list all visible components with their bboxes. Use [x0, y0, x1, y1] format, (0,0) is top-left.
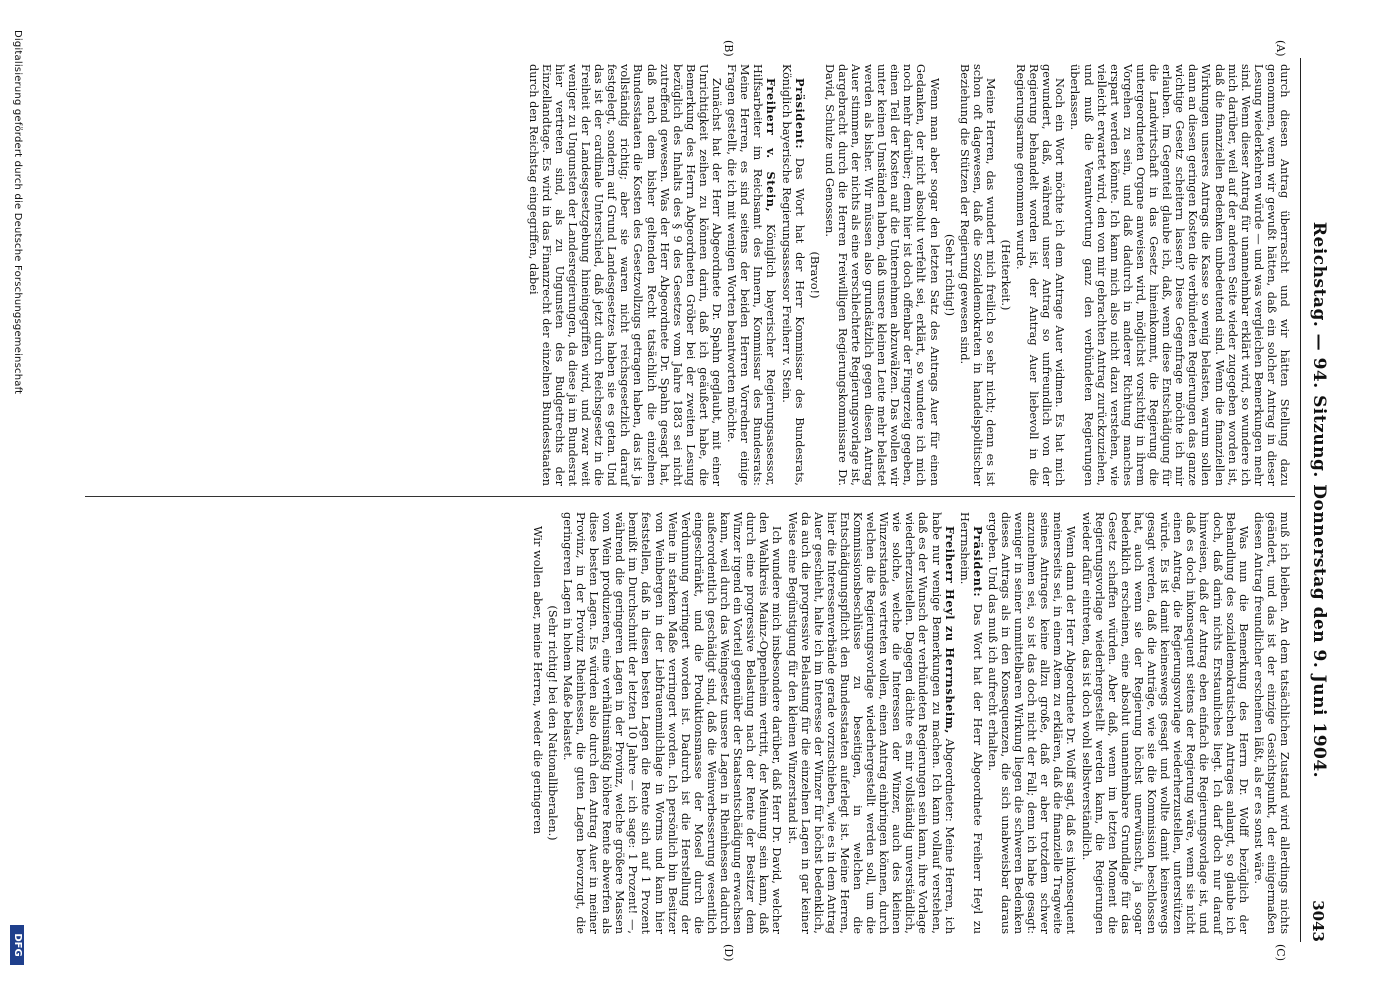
header-rule: [1300, 58, 1301, 942]
paragraph: [725, 64, 777, 486]
speaker-name: Freiherr Heyl zu Herrnsheim,: [942, 526, 957, 734]
digitization-credit: Digitalisierung gefördert durch die Deutsche Forschungsgemeinschaft: [12, 30, 23, 395]
page-header: [1301, 58, 1329, 942]
page-number: 3043: [1309, 900, 1327, 942]
paragraph: muß ich bleiben. An dem tatsächlichen Zustand wird allerdings nichts geändert, und das ist der einzige Gesichtspunkt, der einigermaßen diesen Antrag freundlicher erscheinen läßt, als er es sonst wäre.: [1251, 512, 1291, 934]
column-divider: [85, 496, 1295, 497]
paragraph: Zunächst hat der Herr Abgeordnete Dr. Spahn geglaubt, mit einer Unrichtigkeit zeihen zu können darin, daß ich geäußert habe, die Bemerkung des Herrn Abgeordneten Gröber bei der zweiten Lesung bezüglich des Inhalts des § 9 des Gesetzes vom Jahre 1883 sei nicht zutreffend gewesen. Was der Herr Abgeordnete Dr. Spahn gesagt hat, daß nach dem bisher geltenden Recht tatsächlich die einzelnen Bundesstaaten die Kosten des Gesetzvollzugs getragen haben, das ist ja vollständig richtig; aber sie waren nicht reichsgesetzlich darauf festgelegt, sondern auf Grund Landesgesetzes haben sie es getan. Und das ist der cardinale Unterschied, daß jetzt durch Reichsgesetz in die Freiheit der Landesgesetzgebung hineingegriffen wird, und zwar weit weniger zu Ungunsten der Landesregierungen, da diese ja im Bundesrat hier vertreten sind, als zu Ungunsten des Budgetrechts der Einzellandtage. Es wird in das Finanzrecht der einzelnen Bundesstaaten durch den Reichstag eingegriffen, dabei: [526, 64, 724, 486]
paragraph: Noch ein Wort möchte ich dem Antrage Auer widmen. Es hat mich gewundert, daß, während unser Antrag so unfreundlich von der Regierung behandelt worden ist, der Antrag Auer liebevoll in die Regierungsarme genommen wurde.: [1014, 64, 1067, 486]
paragraph: Meine Herren, das wundert mich freilich so sehr nicht; denn es ist schon oft dagewesen, daß die Sozialdemokraten in handelspolitischer Beziehung die Stützen der Regierung gewesen sind.: [957, 64, 997, 486]
right-column: [529, 512, 1291, 934]
paragraph: Wenn man aber sogar den letzten Satz des Antrags Auer für einen Gedanken, der nicht absolut verfehlt sei, erklärt, so wundere ich mich noch mehr darüber; denn hier ist doch offenbar der Fingerzeig gegeben, einen Teil der Kosten auf die Unternehmen abzuwälzen. Das wollen wir unter keinen Umständen haben, daß unsere kleinen Leute mehr belastet werden als bisher. Wir müssen also grundsätzlich gegen diesen Antrag Auer stimmen, der nichts als eine verschlechterte Regierungsvorlage ist, dargebracht durch die Herren Freiwilligen Regierungskommissare Dr. David, Schulze und Genossen.: [822, 64, 941, 486]
interjection: (Sehr richtig! bei den Nationalliberalen.): [545, 605, 559, 841]
speaker-name: Freiherr v. Stein,: [764, 78, 779, 213]
dfg-logo: DFG: [10, 925, 24, 965]
paragraph-text: Das Wort hat der Herr Kommissar des Bundesrats, Königlich bayerische Regierungsassessor Freiherr v. Stein.: [779, 64, 806, 486]
paragraph: Was nun die Bemerkung des Herrn Dr. Wolff bezüglich der Behandlung des sozialdemokratischen Antrages anlangt, so glaube ich doch, daß darin nichts Erstaunliches liegt. Ich darf doch nur darauf hinweisen, daß der Antrag eben einfach die Regierungsvorlage ist, und daß es doch inkonsequent seitens der Regierung wäre, wenn sie nicht einen Antrag, die Regierungsvorlage wiederherzustellen, unterstützen würde. Es ist damit keineswegs gesagt und wollte damit keineswegs gesagt werden, daß die Anträge, wie sie die Kommission beschlossen hat, auch wenn sie der Regierung höchst unerwünscht, ja sogar bedenklich erscheinen, eine absolut unannehmbare Grundlage für das Gesetz schaffen würden. Aber daß, wenn im letzten Moment die Regierungsvorlage wiederhergestellt werden kann, die Regierungen wieder dafür eintreten, das ist doch wohl selbstverständlich.: [1079, 512, 1250, 934]
speaker-name: Präsident:: [970, 526, 985, 598]
interjection: (Heiterkeit.): [999, 239, 1013, 311]
interjection: (Sehr richtig!): [942, 233, 956, 317]
paragraph: [785, 512, 955, 934]
margin-letter-c: (C): [1274, 944, 1287, 961]
paragraph: durch diesen Antrag überrascht und wir hätten Stellung dazu genommen, wenn wir gewußt hätten, daß ein solcher Antrag in dieser Lesung wiederkehren würde — und was vergleichen Bemerkungen mehr sind. Wenn dieser Antrag für unannehmbar erklärt wird, so wundere ich mich darüber, weil auf der anderen Seite wieder zugegeben worden ist, daß die finanziellen Bedenken unbedeutend sind. Wenn die finanziellen Wirkungen unseres Antrags die Kasse so wenig belasten, warum sollen dann an diesen geringen Kosten die verbündeten Regierungen das ganze wichtige Gesetz scheitern lassen? Diese Gegenfrage möchte ich mir erlauben. Im Gegenteil glaube ich, daß, wenn diese Entschädigung für die Landwirtschaft in das Gesetz hineinkommt, die Regierung die untergeordneten Organe anweisen wird, möglichst vorsichtig in ihrem Vorgehen zu sein, und daß dadurch in anderer Richtung manches erspart werden könnte. Ich kann mich also nicht dazu verstehen, wie vielleicht erwartet wird, den von mir gebrachten Antrag zurückzuziehen, und muß die Verantwortung ganz den verbündeten Regierungen überlassen.: [1068, 64, 1291, 486]
paragraph-text: Das Wort hat der Herr Abgeordnete Freiherr Heyl zu Herrnsheim.: [957, 512, 984, 935]
paragraph-text: Königlich bayerischer Regierungsassessor, Hilfsarbeiter im Reichsamt des Innern, Kommissar des Bundesrats: Meine Herren, es sind seitens der beiden Herren Vorredner einige Fragen gestellt, die ich mit wenigen Worten beantworten möchte.: [725, 64, 778, 487]
header-title: Reichstag. — 94. Sitzung. Donnerstag den 9. Juni 1904.: [1309, 221, 1329, 779]
footer: [7, 0, 25, 1000]
paragraph: Wir wollen aber, meine Herren, weder die geringeren: [530, 526, 544, 835]
margin-letter-b: (B): [722, 40, 735, 57]
margin-letter-d: (D): [722, 944, 735, 962]
paragraph: [779, 64, 805, 486]
speaker-name: Präsident:: [792, 78, 807, 150]
paragraph: Ich wundere mich insbesondere darüber, daß Herr Dr. David, welcher den Wahlkreis Mainz-Oppenheim vertritt, der Meinung sein kann, daß durch eine progressive Belastung nach der Rente der Besitzer dem Winzer irgend ein Vorteil gegenüber der Staatsentschädigung erwachsen kann, weil durch das Weingesetz unsere Lagen in Rheinhessen dadurch außerordentlich geschädigt sind, daß die Weinverbesserung wesentlich eingeschränkt, und die Produktionsmasse der Mosel durch die Verdunnung verringert worden ist. Dadurch ist die Herstellung der Weine in starkem Maße verringert worden. Ich persönlich bin Besitzer von Weinbergen in der Liebfrauenmilchlage in Worms und kann hier feststellen, daß in diesen besten Lagen die Rente sich auf 1 Prozent bemißt im Durchschnitt der letzten 10 Jahre — ich sage: 1 Prozent! —, während die geringeren Lagen in der Provinz, welche größere Massen von Wein produzieren, eine verhältnismäßig höhere Rente abwerfen als diese besten Lagen. Es würden also durch den Antrag Auer in meiner Provinz, in der Provinz Rheinhessen, die guten Lagen bevorzugt, die geringeren Lagen in hohem Maße belastet.: [560, 512, 784, 934]
paragraph: [958, 512, 984, 934]
left-column: [525, 64, 1291, 486]
paragraph-text: Abgeordneter: Meine Herren, ich habe nur wenige Bemerkungen zu machen. Ich kann vollauf verstehen, daß es der Wunsch der verbündeten Regierungen sein kann, ihre Vorlage wiederherzustellen. Dagegen dächte es mir vollständig unverständlich, wie solche, welche die Interessen der Winzer, auch des kleinen Winzerstandes vertreten wollen, einen Antrag einbringen können, durch welchen die Regierungsvorlage wiederhergestellt werden soll, um die Kommissionsbeschlüsse zu beseitigen, in welchen die Entschädigungspflicht den Bundesstaaten auferlegt ist. Meine Herren, hier die Interessenverbände gerade vorzuschieben, wie es in dem Antrag Auer geschieht, halte ich im Interesse der Winzer für höchst bedenklich, da auch die progressive Belastung für die einzelnen Lagen in gar keiner Weise eine Begünstigung für den kleinen Winzerstand ist.: [785, 512, 956, 934]
paragraph: Wenn dann der Herr Abgeordnete Dr. Wolff sagt, daß es inkonsequent meinerseits sei, in einem Atem zu erklären, daß die finanzielle Tragweite seines Antrages keine allzu große, daß er aber trotzdem schwer anzunehmen sei, so ist das doch nicht der Fall; denn ich habe gesagt: weniger in seiner unmittelbaren Wirkung liegen die schweren Bedenken dieses Antrags als in den Konsequenzen, die sich unabweisbar daraus ergeben. Und das muß ich aufrecht erhalten.: [985, 512, 1078, 934]
interjection: (Bravo!): [807, 251, 821, 299]
margin-letter-a: (A): [1274, 40, 1287, 57]
